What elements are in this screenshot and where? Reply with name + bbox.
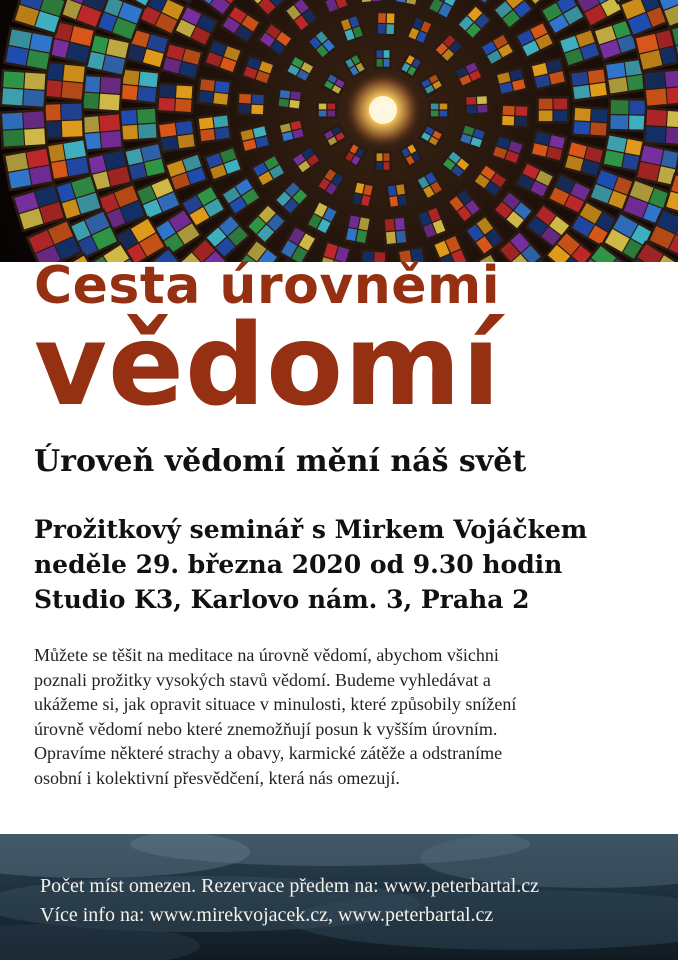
stained-glass-tile: [382, 215, 409, 247]
stained-glass-tile: [643, 107, 678, 147]
stained-glass-tile: [236, 91, 267, 117]
stained-glass-tile: [0, 109, 48, 150]
stained-glass-tile: [374, 48, 392, 69]
stained-glass-tile: [2, 146, 54, 192]
event-title: Prožitkový seminář s Mirkem Vojáčkem: [34, 515, 588, 544]
stained-glass-tile: [385, 181, 410, 209]
stained-glass-tile: [642, 67, 678, 108]
stained-glass-tile: [156, 118, 197, 154]
stained-glass-tile: [569, 67, 610, 103]
stained-glass-tile: [196, 76, 232, 107]
reservation-info: Počet míst omezen. Rezervace předem na: www.peterbartal.cz: [40, 875, 540, 897]
footer-text: [40, 872, 539, 930]
description-line: Opravíme některé strachy a obavy, karmické zátěže a odstraníme: [34, 743, 503, 763]
more-info: Více info na: www.mirekvojacek.cz, www.peterbartal.cz: [40, 904, 494, 926]
description-line: úrovně vědomí nebo které znemožňují posun k vyšším úrovním.: [34, 718, 498, 739]
description-line: ukážeme si, jak opravit situace v minulosti, které způsobily snížení: [34, 694, 517, 714]
event-info: [34, 512, 587, 617]
header-image: [0, 0, 678, 262]
event-location: Studio K3, Karlovo nám. 3, Praha 2: [34, 585, 530, 614]
title-line-1: Cesta úrovněmi: [34, 256, 501, 316]
description-line: osobní i kolektivní přesvědčení, která nás omezují.: [34, 767, 400, 788]
stained-glass-tile: [463, 93, 490, 116]
stained-glass-tile: [196, 113, 232, 144]
stained-glass-tile: [500, 103, 531, 129]
stained-glass-tile: [374, 151, 392, 173]
stained-glass-tile: [375, 10, 397, 36]
stained-glass-tile: [316, 101, 338, 119]
stained-glass-tile: [0, 69, 48, 110]
stained-glass-tile: [536, 96, 570, 124]
stained-glass-tile: [276, 87, 304, 111]
description: [34, 643, 646, 790]
title-line-2: vědomí: [34, 301, 502, 431]
event-date: neděle 29. března 2020 od 9.30 hodin: [34, 550, 563, 579]
description-line: poznali prožitky vysokých stavů vědomí. Budeme vyhledávat a: [34, 669, 491, 690]
subtitle: Úroveň vědomí mění náš svět: [34, 444, 527, 479]
stained-glass-tile: [571, 105, 610, 138]
stained-glass-tile: [428, 101, 450, 119]
description-line: Můžete se těšit na meditace na úrovně vědomí, abychom všichni: [34, 645, 499, 665]
stained-glass-spiral-image: [0, 0, 678, 262]
footer: [0, 834, 678, 960]
stained-glass-tile: [156, 82, 195, 115]
